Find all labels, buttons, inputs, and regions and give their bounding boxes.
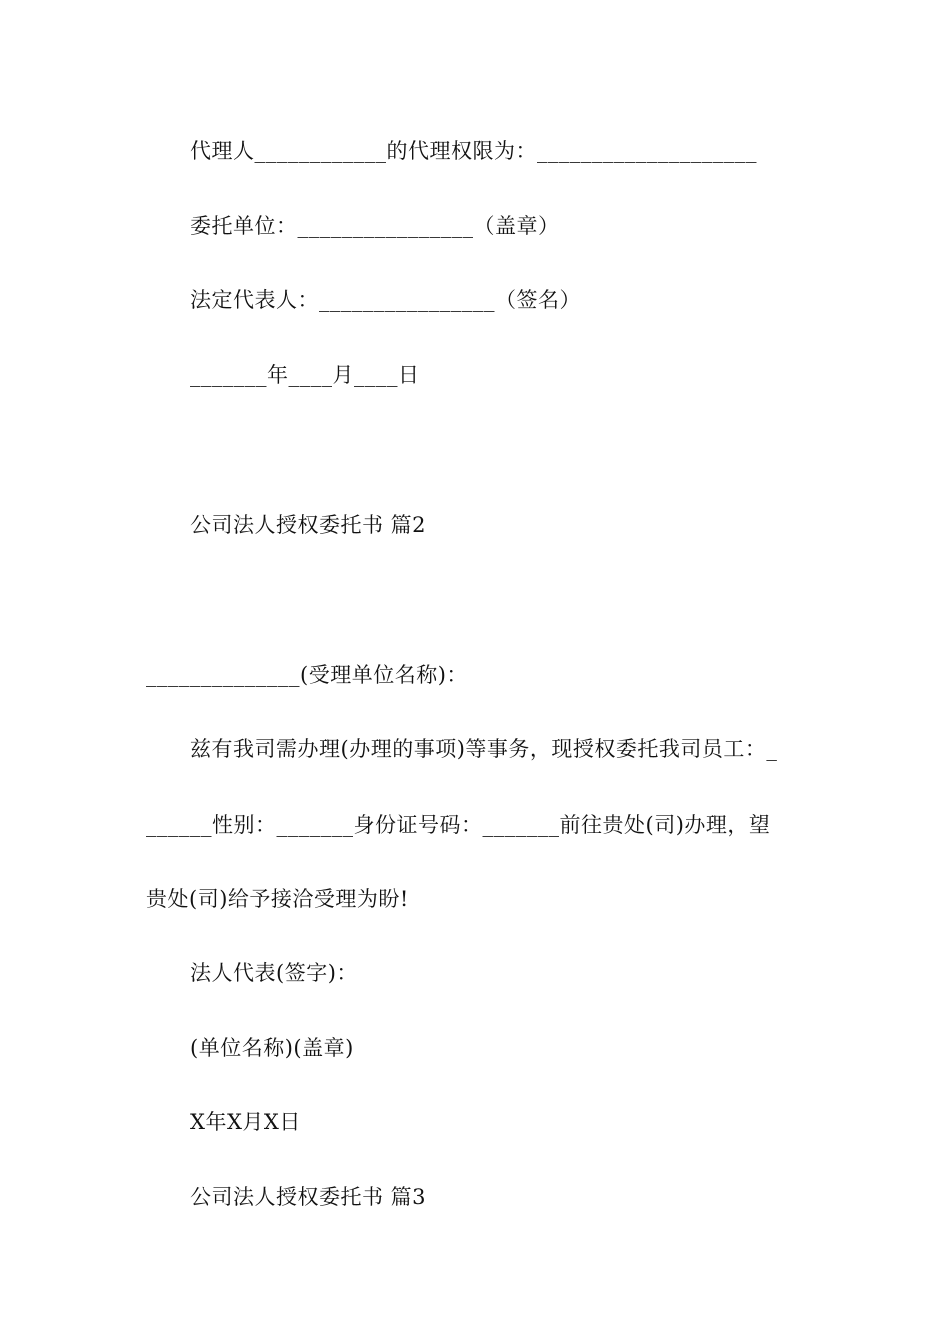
unit-seal-line: (单位名称)(盖章): [190, 1036, 354, 1060]
recipient-line: ______________(受理单位名称)：: [146, 663, 468, 687]
body-paragraph-line-1: 兹有我司需办理(办理的事项)等事务，现授权委托我司员工：_: [190, 737, 778, 761]
section-heading-3: 公司法人授权委托书 篇3: [190, 1185, 427, 1209]
legal-representative-line: 法定代表人：________________（签名）: [190, 288, 581, 312]
section-heading-2: 公司法人授权委托书 篇2: [190, 513, 427, 537]
body-paragraph-line-3: 贵处(司)给予接洽受理为盼!: [146, 887, 409, 911]
legal-rep-signature-line: 法人代表(签字)：: [190, 961, 358, 985]
date-line: _______年____月____日: [190, 363, 420, 387]
agent-authority-line: 代理人____________的代理权限为：____________________: [190, 139, 757, 163]
date-placeholder-line: X年X月X日: [190, 1110, 301, 1134]
body-paragraph-line-2: ______性别：_______身份证号码：_______前往贵处(司)办理，望: [146, 813, 771, 837]
entrusting-unit-line: 委托单位：________________（盖章）: [190, 214, 560, 238]
